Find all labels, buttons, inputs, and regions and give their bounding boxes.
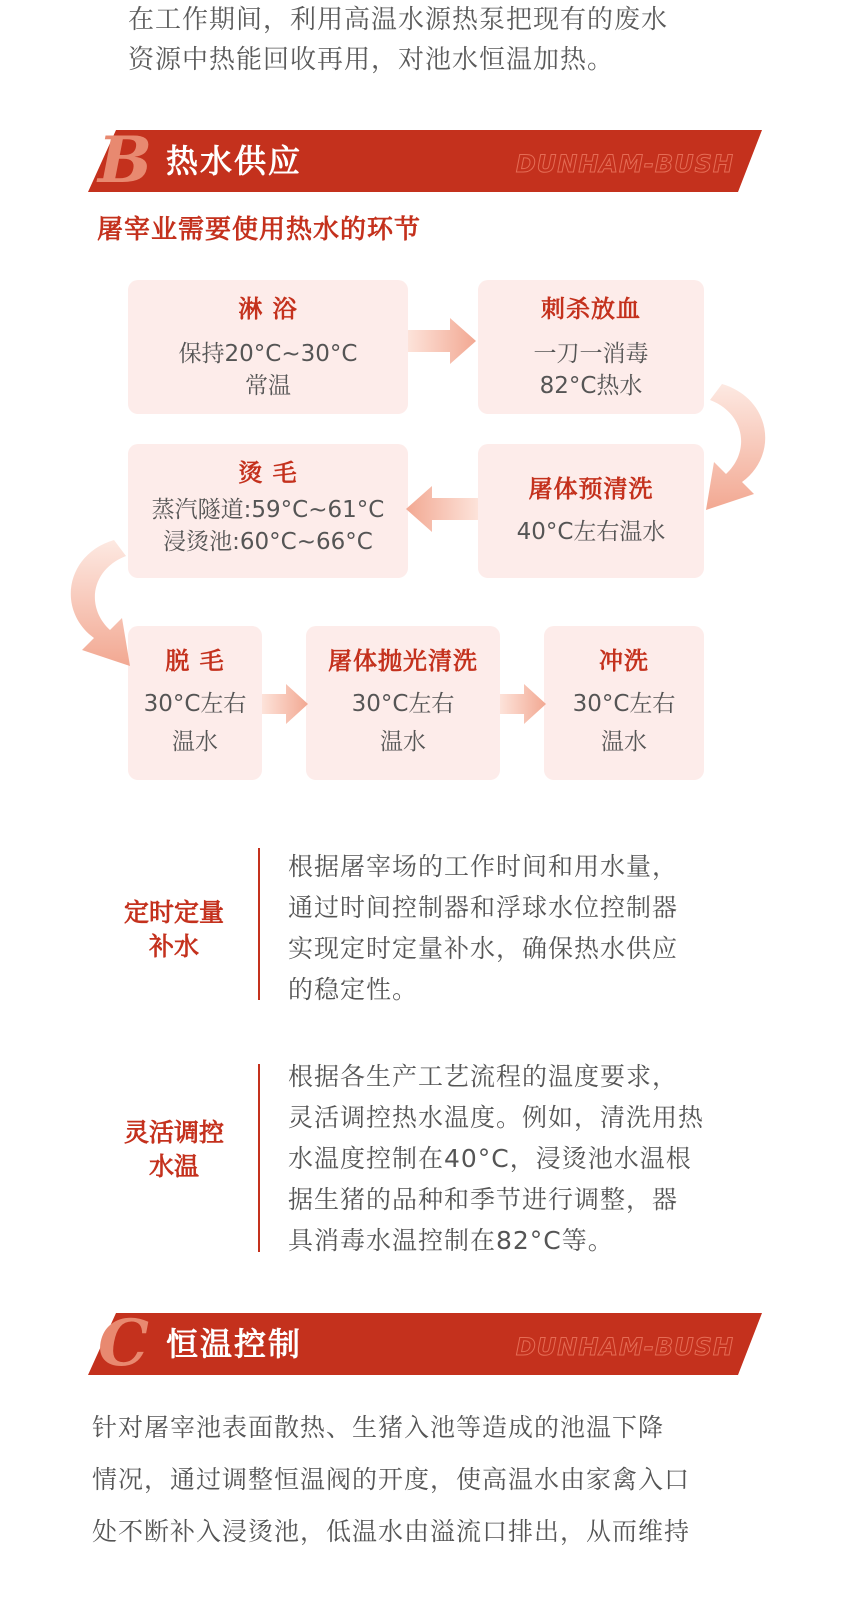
feature-text — [288, 1056, 738, 1261]
feature-text-line: 根据各生产工艺流程的温度要求， — [288, 1062, 679, 1091]
section-c-letter: C — [98, 1306, 149, 1381]
feature-label-line: 水温 — [148, 1152, 199, 1181]
step-detail: 浸烫池:60°C~66°C — [163, 529, 373, 555]
step-title: 淋 浴 — [238, 295, 298, 323]
paragraph-line: 情况，通过调整恒温阀的开度，使高温水由家禽入口 — [92, 1465, 691, 1494]
step-detail: 温水 — [601, 729, 647, 755]
curved-arrow-down-icon — [700, 384, 776, 514]
feature-label — [112, 896, 236, 964]
intro-line: 资源中热能回收再用，对池水恒温加热。 — [128, 45, 615, 75]
feature-text-line: 的稳定性。 — [288, 975, 419, 1004]
step-detail: 30°C左右 — [572, 691, 676, 717]
paragraph-line: 针对屠宰池表面散热、生猪入池等造成的池温下降 — [92, 1413, 665, 1442]
step-detail: 保持20°C~30°C — [178, 341, 358, 367]
step-detail: 蒸汽隧道:59°C~61°C — [151, 497, 385, 523]
feature-label-line: 补水 — [148, 932, 199, 961]
step-detail: 一刀一消毒 — [533, 341, 649, 367]
feature-text-line: 实现定时定量补水，确保热水供应 — [288, 934, 679, 963]
section-c-title: 恒温控制 — [166, 1325, 303, 1363]
feature-text-line: 灵活调控热水温度。例如，清洗用热 — [288, 1103, 705, 1132]
arrow-right-icon — [262, 684, 308, 724]
feature-text-line: 据生猪的品种和季节进行调整，器 — [288, 1185, 679, 1214]
feature-text-line: 根据屠宰场的工作时间和用水量， — [288, 852, 679, 881]
feature-divider — [258, 1064, 260, 1252]
step-rinse — [544, 626, 704, 780]
section-b-letter: B — [98, 123, 153, 198]
arrow-right-icon — [408, 318, 478, 364]
intro-line: 在工作期间，利用高温水源热泵把现有的废水 — [128, 5, 669, 35]
arrow-right-icon — [500, 684, 546, 724]
step-title: 刺杀放血 — [541, 295, 641, 323]
step-detail: 常温 — [245, 373, 291, 399]
intro-paragraph — [128, 0, 748, 80]
step-title: 屠体抛光清洗 — [328, 647, 478, 675]
section-b-title: 热水供应 — [166, 142, 303, 180]
step-title: 冲洗 — [599, 647, 649, 675]
step-bath — [128, 280, 408, 414]
step-polish — [306, 626, 500, 780]
brand-watermark: DUNHAM-BUSH — [515, 1333, 734, 1361]
paragraph-line: 处不断补入浸烫池，低温水由溢流口排出，从而维持 — [92, 1517, 691, 1546]
step-prewash — [478, 444, 704, 578]
feature-divider — [258, 848, 260, 1000]
section-c-banner — [88, 1306, 762, 1381]
feature-label-line: 灵活调控 — [123, 1118, 224, 1147]
step-dehair — [128, 626, 262, 780]
feature-flexible-temp — [0, 1056, 856, 1256]
step-detail: 82°C热水 — [539, 373, 643, 399]
feature-timed-refill — [0, 846, 856, 1002]
step-detail: 温水 — [380, 729, 426, 755]
process-subheading: 屠宰业需要使用热水的环节 — [97, 215, 422, 245]
feature-text-line: 具消毒水温控制在82°C等。 — [288, 1226, 614, 1255]
feature-label-line: 定时定量 — [123, 898, 224, 927]
step-kill — [478, 280, 704, 414]
feature-text-line: 水温度控制在40°C，浸烫池水温根 — [288, 1144, 692, 1173]
step-title: 脱 毛 — [165, 647, 225, 675]
step-detail: 40°C左右温水 — [516, 519, 666, 545]
step-detail: 30°C左右 — [143, 691, 247, 717]
section-c-paragraph — [92, 1402, 742, 1558]
step-title: 烫 毛 — [238, 459, 298, 487]
curved-arrow-down-left-icon — [60, 540, 136, 670]
feature-text-line: 通过时间控制器和浮球水位控制器 — [288, 893, 679, 922]
brand-watermark: DUNHAM-BUSH — [515, 150, 734, 178]
arrow-left-icon — [404, 486, 478, 532]
step-scald — [128, 444, 408, 578]
feature-text — [288, 846, 738, 1010]
step-title: 屠体预清洗 — [528, 475, 654, 503]
step-detail: 温水 — [172, 729, 218, 755]
feature-label — [112, 1116, 236, 1184]
step-detail: 30°C左右 — [351, 691, 455, 717]
section-b-banner — [88, 123, 762, 198]
